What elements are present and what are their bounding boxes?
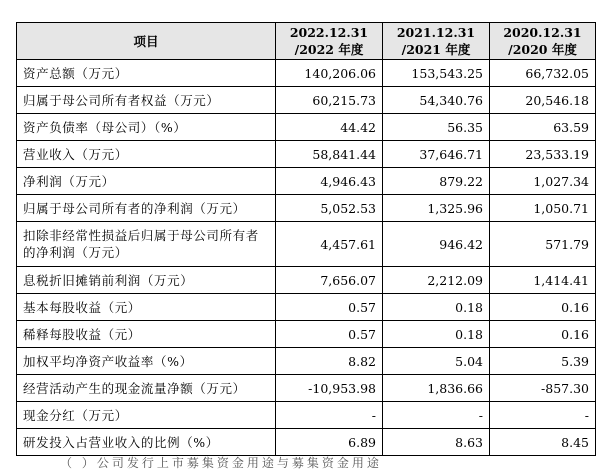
header-col-2021-date: 2021.12.31 <box>396 25 476 40</box>
cut-off-footer-text: （ ）公司发行上市募集资金用途与募集资金用途 <box>60 456 382 470</box>
row-label: 加权平均净资产收益率（%） <box>17 348 276 375</box>
table-row <box>17 375 596 402</box>
value-2020: 20,546.18 <box>490 87 596 114</box>
value-2021: 1,836.66 <box>383 375 490 402</box>
value-2022: 8.82 <box>276 348 383 375</box>
table-row <box>17 222 596 267</box>
header-item: 项目 <box>17 23 276 60</box>
row-label: 扣除非经常性损益后归属于母公司所有者的净利润（万元） <box>17 222 276 267</box>
table-row <box>17 195 596 222</box>
value-2021: 54,340.76 <box>383 87 490 114</box>
value-2020: 0.16 <box>490 321 596 348</box>
value-2020: 5.39 <box>490 348 596 375</box>
table-header-row <box>17 23 596 60</box>
value-2020: 8.45 <box>490 429 596 456</box>
header-col-2022 <box>276 23 383 60</box>
value-2022: -10,953.98 <box>276 375 383 402</box>
header-col-2022-date: 2022.12.31 <box>289 25 369 40</box>
value-2020: 23,533.19 <box>490 141 596 168</box>
table-row <box>17 429 596 456</box>
value-2020: - <box>490 402 596 429</box>
header-col-2021-year: /2021 年度 <box>401 42 471 57</box>
value-2020: 0.16 <box>490 294 596 321</box>
value-2020: 571.79 <box>490 222 596 267</box>
value-2022: 6.89 <box>276 429 383 456</box>
row-label: 资产总额（万元） <box>17 60 276 87</box>
row-label: 现金分红（万元） <box>17 402 276 429</box>
value-2022: 0.57 <box>276 294 383 321</box>
row-label: 稀释每股收益（元） <box>17 321 276 348</box>
row-label: 息税折旧摊销前利润（万元） <box>17 267 276 294</box>
value-2022: 60,215.73 <box>276 87 383 114</box>
value-2022: 44.42 <box>276 114 383 141</box>
value-2021: 56.35 <box>383 114 490 141</box>
value-2020: -857.30 <box>490 375 596 402</box>
row-label: 研发投入占营业收入的比例（%） <box>17 429 276 456</box>
table-row <box>17 87 596 114</box>
value-2021: 1,325.96 <box>383 195 490 222</box>
row-label: 基本每股收益（元） <box>17 294 276 321</box>
value-2021: 879.22 <box>383 168 490 195</box>
value-2022: 58,841.44 <box>276 141 383 168</box>
value-2021: 946.42 <box>383 222 490 267</box>
header-col-2022-year: /2022 年度 <box>294 42 364 57</box>
value-2022: 5,052.53 <box>276 195 383 222</box>
value-2022: 4,946.43 <box>276 168 383 195</box>
header-col-2020-year: /2020 年度 <box>508 42 577 57</box>
value-2022: - <box>276 402 383 429</box>
value-2022: 0.57 <box>276 321 383 348</box>
value-2021: 0.18 <box>383 321 490 348</box>
row-label: 经营活动产生的现金流量净额（万元） <box>17 375 276 402</box>
header-col-2020 <box>490 23 596 60</box>
value-2021: - <box>383 402 490 429</box>
table-row <box>17 402 596 429</box>
row-label: 净利润（万元） <box>17 168 276 195</box>
table-row <box>17 267 596 294</box>
table-row <box>17 168 596 195</box>
financial-data-table <box>16 22 596 456</box>
table-row <box>17 141 596 168</box>
header-col-2020-date: 2020.12.31 <box>503 25 582 40</box>
table-row <box>17 294 596 321</box>
table-row <box>17 321 596 348</box>
value-2020: 66,732.05 <box>490 60 596 87</box>
value-2022: 140,206.06 <box>276 60 383 87</box>
value-2020: 1,414.41 <box>490 267 596 294</box>
row-label: 归属于母公司所有者权益（万元） <box>17 87 276 114</box>
row-label: 资产负债率（母公司）（%） <box>17 114 276 141</box>
value-2021: 153,543.25 <box>383 60 490 87</box>
value-2021: 37,646.71 <box>383 141 490 168</box>
value-2021: 5.04 <box>383 348 490 375</box>
value-2020: 1,050.71 <box>490 195 596 222</box>
value-2022: 4,457.61 <box>276 222 383 267</box>
value-2021: 8.63 <box>383 429 490 456</box>
value-2022: 7,656.07 <box>276 267 383 294</box>
table-row <box>17 60 596 87</box>
value-2021: 0.18 <box>383 294 490 321</box>
row-label: 营业收入（万元） <box>17 141 276 168</box>
value-2020: 63.59 <box>490 114 596 141</box>
value-2020: 1,027.34 <box>490 168 596 195</box>
header-col-2021 <box>383 23 490 60</box>
table-row <box>17 348 596 375</box>
table-row <box>17 114 596 141</box>
value-2021: 2,212.09 <box>383 267 490 294</box>
row-label: 归属于母公司所有者的净利润（万元） <box>17 195 276 222</box>
